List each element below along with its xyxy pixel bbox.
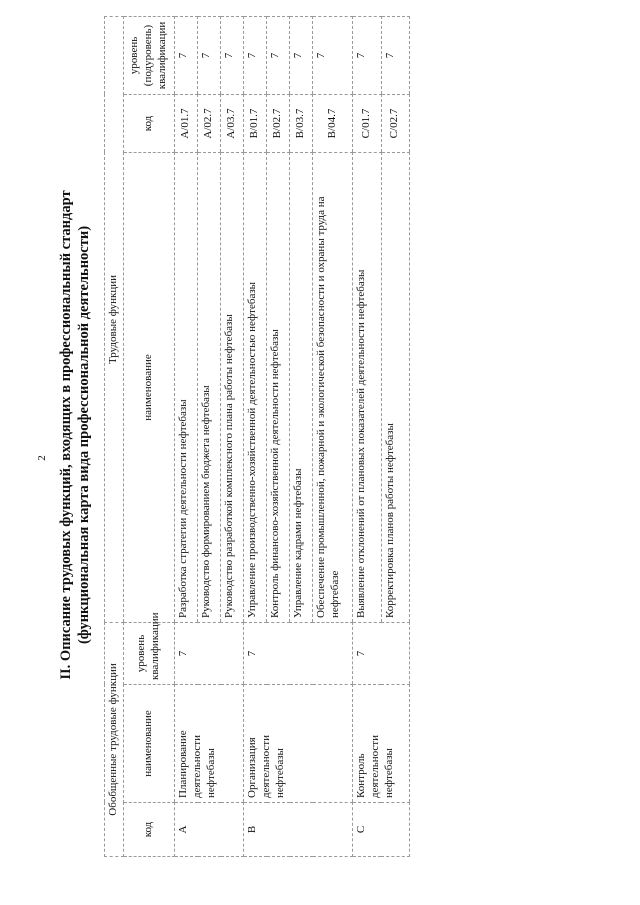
function-code: C/02.7 [381, 94, 409, 152]
table-row [175, 16, 198, 856]
function-name: Управление кадрами нефтебазы [290, 152, 313, 622]
group-code: B [244, 803, 353, 857]
function-code: B/01.7 [244, 94, 267, 152]
functional-map-table [104, 16, 410, 857]
function-level: 7 [313, 16, 353, 94]
function-level: 7 [290, 16, 313, 94]
header-labor-functions: Трудовые функции [105, 16, 124, 622]
function-code: A/02.7 [198, 94, 221, 152]
group-code: A [175, 803, 244, 857]
function-level: 7 [175, 16, 198, 94]
section-subtitle: (функциональная карта вида профессиональной деятельности) [76, 225, 92, 645]
function-name: Разработка стратегии деятельности нефтебазы [175, 152, 198, 622]
header-code: код [124, 803, 175, 857]
function-level: 7 [198, 16, 221, 94]
group-level: 7 [353, 622, 410, 684]
function-level: 7 [353, 16, 381, 94]
group-name: Контроль деятельности нефтебазы [353, 685, 410, 803]
function-code: B/02.7 [267, 94, 290, 152]
function-name: Контроль финансово-хозяйственной деятельности нефтебазы [267, 152, 290, 622]
group-level: 7 [175, 622, 244, 684]
rotated-page-content [52, 5, 422, 865]
function-level: 7 [381, 16, 409, 94]
function-name: Обеспечение промышленной, пожарной и экологической безопасности и охраны труда на нефтебазе [313, 152, 353, 622]
table-row [244, 16, 267, 856]
function-code: B/04.7 [313, 94, 353, 152]
function-name: Корректировка планов работы нефтебазы [381, 152, 409, 622]
function-level: 7 [244, 16, 267, 94]
group-name: Планирование деятельности нефтебазы [175, 685, 244, 803]
page-number: 2 [36, 455, 48, 461]
function-name: Руководство разработкой комплексного плана работы нефтебазы [221, 152, 244, 622]
group-name: Организация деятельности нефтебазы [244, 685, 353, 803]
header-function-code: код [124, 94, 175, 152]
function-code: B/03.7 [290, 94, 313, 152]
function-level: 7 [267, 16, 290, 94]
header-generalized-functions: Обобщенные трудовые функции [105, 622, 124, 856]
function-name: Выявление отклонений от плановых показателей деятельности нефтебазы [353, 152, 381, 622]
header-sublevel: уровень (подуровень) квалификации [124, 16, 175, 94]
function-name: Управление производственно-хозяйственной деятельностью нефтебазы [244, 152, 267, 622]
section-title: II. Описание трудовых функций, входящих в профессиональный стандарт [58, 190, 74, 680]
function-level: 7 [221, 16, 244, 94]
group-code: C [353, 803, 410, 857]
function-code: A/01.7 [175, 94, 198, 152]
function-name: Руководство формированием бюджета нефтебазы [198, 152, 221, 622]
header-name: наименование [124, 685, 175, 803]
group-level: 7 [244, 622, 353, 684]
table-row [353, 16, 381, 856]
header-function-name: наименование [124, 152, 175, 622]
function-code: A/03.7 [221, 94, 244, 152]
function-code: C/01.7 [353, 94, 381, 152]
header-qualification-level: уровень квалификации [124, 622, 175, 684]
